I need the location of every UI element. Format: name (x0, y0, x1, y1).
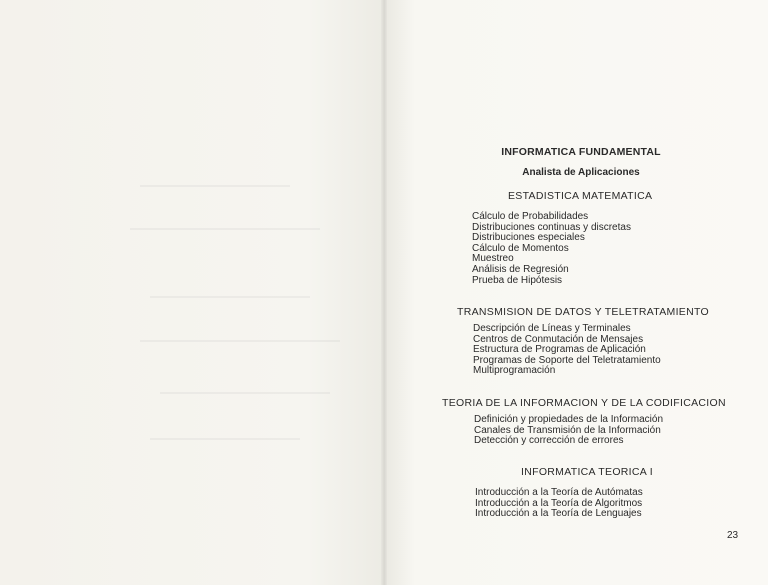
list-item: Descripción de Líneas y Terminales (473, 323, 631, 334)
page-subheading: Analista de Aplicaciones (522, 167, 640, 178)
section-title-estadistica: ESTADISTICA MATEMATICA (508, 190, 653, 202)
list-item: Estructura de Programas de Aplicación (473, 344, 646, 356)
section-title-transmision: TRANSMISION DE DATOS Y TELETRATAMIENTO (457, 306, 709, 318)
section-title-teoria-informacion: TEORIA DE LA INFORMACION Y DE LA CODIFICACION (442, 397, 726, 409)
list-item: Programas de Soporte del Teletratamiento (473, 354, 661, 366)
list-item: Prueba de Hipótesis (472, 274, 563, 286)
section-list-transmision (473, 324, 661, 377)
section-list-informatica-teorica (475, 488, 643, 520)
list-item: Muestreo (472, 253, 514, 265)
list-item: Distribuciones continuas y discretas (472, 221, 631, 233)
section-title-informatica-teorica: INFORMATICA TEORICA I (521, 466, 653, 478)
list-item: Cálculo de Momentos (472, 242, 569, 254)
page-heading: INFORMATICA FUNDAMENTAL (501, 146, 661, 158)
list-item: Definición y propiedades de la Información (474, 414, 663, 425)
right-page-content (384, 0, 768, 585)
list-item: Introducción a la Teoría de Algoritmos (475, 497, 643, 509)
list-item: Centros de Conmutación de Mensajes (473, 333, 644, 345)
list-item: Introducción a la Teoría de Autómatas (475, 487, 643, 498)
section-list-estadistica (472, 212, 631, 286)
list-item: Multiprogramación (473, 365, 556, 377)
section-list-teoria-informacion (474, 415, 663, 447)
list-item: Introducción a la Teoría de Lenguajes (475, 508, 642, 520)
list-item: Canales de Transmisión de la Información (474, 424, 661, 436)
list-item: Cálculo de Probabilidades (472, 211, 589, 222)
list-item: Distribuciones especiales (472, 232, 585, 244)
list-item: Análisis de Regresión (472, 263, 569, 275)
list-item: Detección y corrección de errores (474, 435, 624, 447)
page-number: 23 (727, 530, 739, 541)
